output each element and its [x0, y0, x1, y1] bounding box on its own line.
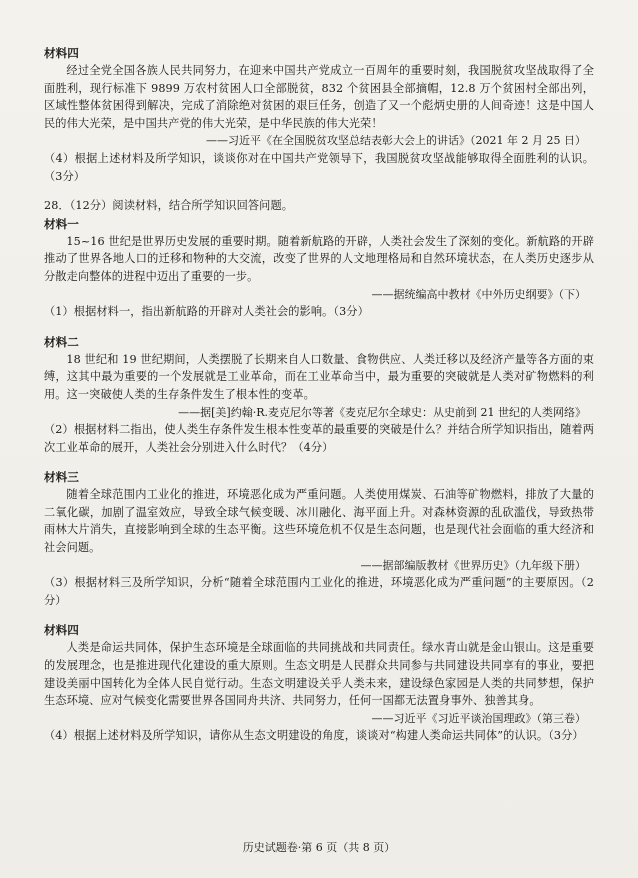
question-28-title: 28．（12分）阅读材料，结合所学知识回答问题。: [44, 199, 294, 213]
material-4-heading: 材料四: [44, 46, 79, 60]
question-28-4: （4）根据上述材料及所学知识，请你从生态文明建设的角度，谈谈对“构建人类命运共同体”的认识。（3分）: [44, 729, 584, 743]
material-1-source: ——据统编高中教材《中外历史纲要》（下）: [371, 287, 586, 301]
material-2-heading: 材料二: [44, 334, 79, 349]
material-1-body: 15~16 世纪是世界历史发展的重要时期。随着新航路的开辟，人类社会发生了深刻的变化。新航路的开辟推动了世界各地人口的迁移和物种的大交流，改变了世界的人文地理格局和自然环境状态，在人类历史逐步从分散走向整体的进程中迈出了重要的一步。: [44, 234, 594, 283]
material-1-heading: 材料一: [44, 216, 79, 231]
material-4b-source: ——习近平《习近平谈治国理政》（第三卷）: [371, 711, 586, 725]
question-4: （4）根据上述材料及所学知识，谈谈你对在中国共产党领导下，我国脱贫攻坚战能够取得全面胜利的认识。（3分）: [44, 151, 594, 183]
material-3-body: 随着全球范围内工业化的推进，环境恶化成为严重问题。人类使用煤炭、石油等矿物燃料，排放了大量的二氧化碳，加剧了温室效应，导致全球气候变暖、冰川融化、海平面上升。对森林资源的乱砍滥伐，导致热带雨林大片消失，直接影响到全球的生态平衡。这些环境危机不仅是生态问题，也是现代社会面临的重大经济和社会问题。: [44, 488, 594, 555]
material-4b-heading: 材料四: [44, 623, 79, 638]
material-2-body: 18 世纪和 19 世纪期间，人类摆脱了长期来自人口数量、食物供应、人类迁移以及经济产量等各方面的束缚，这其中最为重要的一个发展就是工业革命，而在工业革命当中，最为重要的突破就是人类对矿物燃料的利用。这一突破使人类的生存条件发生了根本性的变革。: [44, 352, 594, 401]
material-3-heading: 材料三: [44, 470, 79, 485]
material-4-body: 经过全党全国各族人民共同努力，在迎来中国共产党成立一百周年的重要时刻，我国脱贫攻坚战取得了全面胜利，现行标准下 9899 万农村贫困人口全部脱贫，832 个贫困县全部摘帽，12.8 万个贫困村全部出列，区域性整体贫困得到解决，完成了消除绝对贫困的艰巨任务，创造了又一个彪炳史册的人间奇迹！这是中国人民的伟大光荣，是中国共产党的伟大光荣，是中华民族的伟大光荣！: [44, 64, 594, 130]
question-28-2: （2）根据材料二指出，使人类生存条件发生根本性变革的最重要的突破是什么？并结合所学知识指出，随着两次工业革命的展开，人类社会分别进入什么时代？（4分）: [44, 423, 594, 454]
material-4b-body: 人类是命运共同体，保护生态环境是全球面临的共同挑战和共同责任。绿水青山就是金山银山。这是重要的发展理念，也是推进现代化建设的重大原则。生态文明是人民群众共同参与共同建设共同享有的事业，要把建设美丽中国转化为全体人民自觉行动。生态文明建设关乎人类未来，建设绿色家园是人类的共同梦想，保护生态环境、应对气候变化需要世界各国同舟共济、共同努力，任何一国都无法置身事外、独善其身。: [44, 641, 594, 708]
material-4-source: ——习近平《在全国脱贫攻坚总结表彰大会上的讲话》（2021 年 2 月 25 日）: [206, 134, 586, 148]
question-28-1: （1）根据材料一，指出新航路的开辟对人类社会的影响。（3分）: [44, 305, 369, 319]
material-3-source: ——据部编版教材《世界历史》（九年级下册）: [360, 558, 586, 572]
material-2-source: ——据[美]约翰·R.麦克尼尔等著《麦克尼尔全球史：从史前到 21 世纪的人类网络》: [178, 405, 586, 419]
page-footer: 历史试题卷·第 6 页（共 8 页）: [242, 841, 396, 854]
question-28-3: （3）根据材料三及所学知识，分析“随着全球范围内工业化的推进，环境恶化成为严重问题”的主要原因。（2分）: [44, 576, 594, 607]
